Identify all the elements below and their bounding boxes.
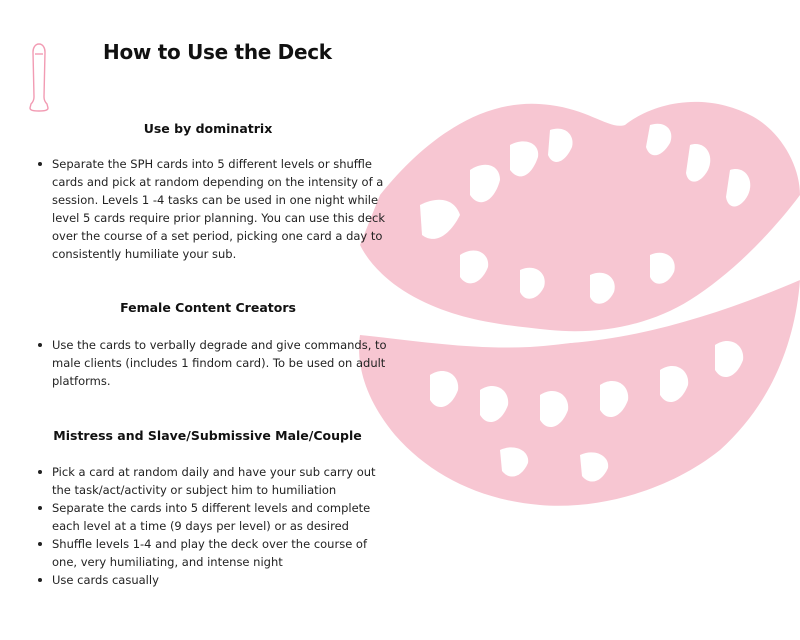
pink-outline-icon: [28, 42, 50, 114]
list-item: Use cards casually: [38, 571, 393, 589]
list-item: Use the cards to verbally degrade and give commands, to male clients (includes 1 findom card). To be used on adult platforms.: [38, 336, 388, 390]
list-item: Pick a card at random daily and have your sub carry out the task/act/activity or subject him to humiliation: [38, 463, 393, 499]
bullet-list-content-creators: [38, 336, 388, 390]
section-heading-content-creators: Female Content Creators: [120, 300, 296, 315]
bullet-list-mistress-slave: [38, 463, 393, 589]
section-heading-dominatrix: Use by dominatrix: [143, 121, 273, 136]
bullet-list-dominatrix: [38, 155, 388, 263]
list-item: Shuffle levels 1-4 and play the deck over the course of one, very humiliating, and intense night: [38, 535, 393, 571]
lips-kiss-graphic: [350, 85, 800, 510]
list-item: Separate the cards into 5 different levels and complete each level at a time (9 days per level) or as desired: [38, 499, 393, 535]
section-heading-mistress-slave: Mistress and Slave/Submissive Male/Couple: [53, 428, 362, 443]
list-item: Separate the SPH cards into 5 different levels or shuffle cards and pick at random depending on the intensity of a session. Levels 1 -4 tasks can be used in one night while level 5 cards require prior planning. You can use this deck over the course of a set period, picking one card a day to consistently humiliate your sub.: [38, 155, 388, 263]
page-title: How to Use the Deck: [103, 40, 332, 64]
